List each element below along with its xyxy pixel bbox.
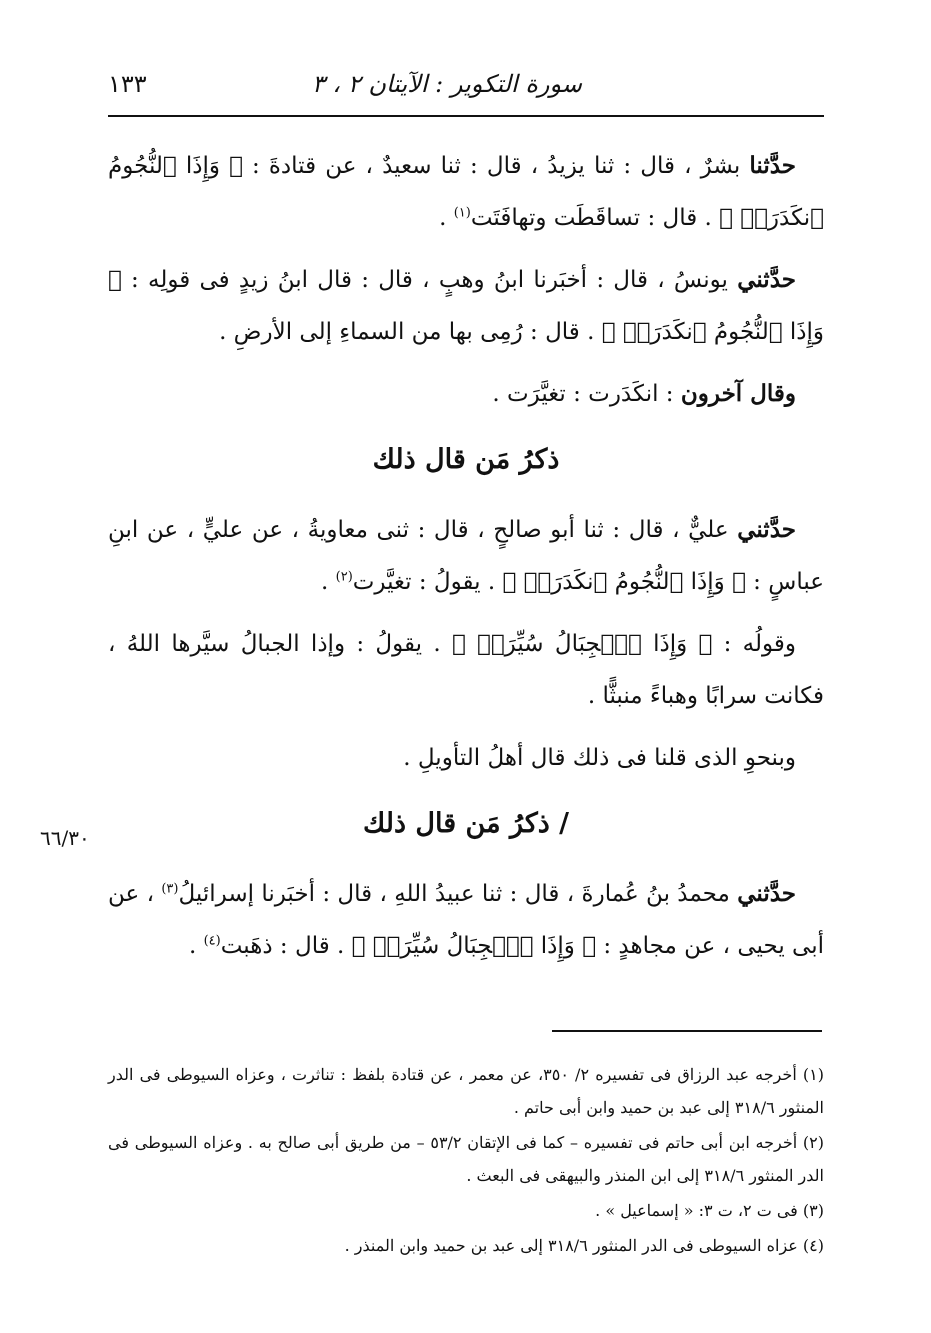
footnote: (٣) فى ت ٢، ت ٣: « إسماعيل » .	[595, 1201, 824, 1220]
paragraph-text: بشرٌ ، قال : ثنا يزيدُ ، قال : ثنا سعيدٌ ، عن قتادةَ : ﴿ وَإِذَا ٱلنُّجُومُ ٱنكَدَرَتۡ ﴾ . قال : تساقَطَت وتهافَتَت	[108, 153, 824, 231]
margin-reference: ٦٦/٣٠	[40, 826, 90, 850]
paragraph	[108, 868, 824, 972]
main-text	[108, 140, 824, 982]
footnote: (٤) عزاه السيوطى فى الدر المنثور ٣١٨/٦ إلى عبد بن حميد وابن المنذر .	[344, 1236, 824, 1255]
running-title: سورة التكوير : الآيتان ٢ ، ٣	[311, 70, 582, 98]
paragraph-lead: حدَّثني	[737, 516, 796, 543]
paragraph-text: محمدُ بنُ عُمارةَ ، قال : ثنا عبيدُ اللهِ ، قال : أخبَرنا إسرائيلُ	[178, 881, 730, 907]
paragraph-lead: وقال آخرون	[680, 380, 796, 407]
paragraph-lead: حدَّثني	[737, 880, 797, 907]
paragraph-text: يونسُ ، قال : أخبَرنا ابنُ وهبٍ ، قال : قال ابنُ زيدٍ فى قولِه : ﴿ وَإِذَا ٱلنُّجُومُ ٱنكَدَرَتۡ ﴾ . قال : رُمِى بها من السماءِ إلى الأرضِ .	[108, 267, 824, 345]
paragraph	[108, 254, 824, 358]
footnote-ref: (٤)	[203, 933, 221, 949]
paragraph-lead: حدَّثني	[737, 266, 796, 293]
footnote-ref: (٣)	[161, 881, 179, 897]
paragraph-tail: .	[321, 569, 336, 595]
paragraph	[108, 368, 824, 420]
paragraph-text: وقولُه : ﴿ وَإِذَا ٱلۡجِبَالُ سُيِّرَتۡ ﴾ . يقولُ : وإذا الجبالُ سيَّرها اللهُ ، فكانت سرابًا وهباءً منبثًّا .	[108, 631, 824, 709]
footnote-rule	[552, 1030, 822, 1032]
paragraph-text: ، عن أبى يحيى ، عن مجاهدٍ : ﴿ وَإِذَا ٱلۡجِبَالُ سُيِّرَتۡ ﴾ . قال : ذهَبت	[108, 881, 824, 959]
page-number: ١٣٣	[108, 70, 147, 98]
section-heading: ذكرُ مَن قال ذلك	[372, 444, 560, 475]
section-heading: / ذكرُ مَن قال ذلك	[362, 808, 569, 839]
paragraph-tail: .	[439, 205, 454, 231]
page-header	[108, 62, 822, 112]
footnote: (١) أخرجه عبد الرزاق فى تفسيره ٢/ ٣٥٠، عن معمر ، عن قتادة بلفظ : تناثرت ، وعزاه السيوطى فى الدر المنثور ٣١٨/٦ إلى عبد بن حميد وابن أبى حاتم .	[108, 1065, 824, 1117]
paragraph	[108, 618, 824, 722]
paragraph	[108, 140, 824, 244]
paragraph-lead: حدَّثنا	[749, 152, 797, 179]
paragraph-text: : انكَدَرت : تغيَّرَت .	[492, 381, 674, 407]
paragraph-text: عليٌّ ، قال : ثنا أبو صالحٍ ، قال : ثنى معاويةُ ، عن عليٍّ ، عن ابنِ عباسٍ : ﴿ وَإِذَا ٱلنُّجُومُ ٱنكَدَرَتۡ ﴾ . يقولُ : تغيَّرت	[108, 517, 824, 595]
paragraph-tail: .	[188, 933, 204, 959]
header-rule	[108, 115, 824, 117]
footnote-ref: (٢)	[335, 569, 353, 585]
paragraph-text: وبنحوِ الذى قلنا فى ذلك قال أهلُ التأويلِ .	[403, 745, 796, 771]
footnotes	[108, 1058, 824, 1264]
footnote-ref: (١)	[453, 205, 471, 221]
paragraph	[108, 504, 824, 608]
paragraph	[108, 732, 824, 784]
footnote: (٢) أخرجه ابن أبى حاتم فى تفسيره – كما فى الإتقان ٥٣/٢ – من طريق أبى صالح به . وعزاه السيوطى فى الدر المنثور ٣١٨/٦ إلى ابن المنذر والبيهقى فى البعث .	[108, 1133, 825, 1185]
